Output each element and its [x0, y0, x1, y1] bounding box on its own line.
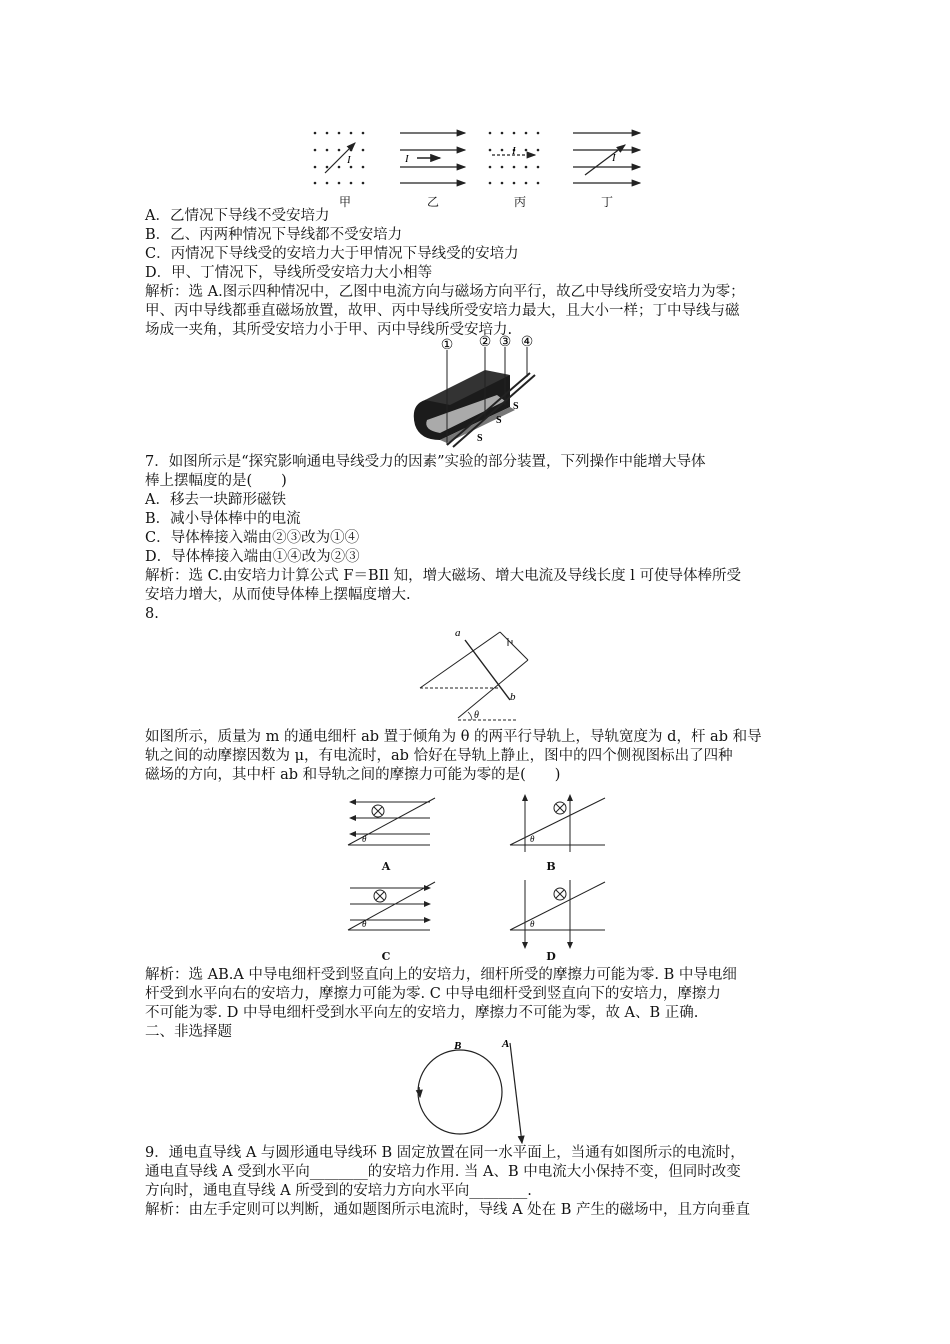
q7-stem-2: 棒上摆幅度的是( ) [145, 473, 287, 489]
figure-q9-ring-wire [410, 1035, 535, 1150]
q6-option-c: C．丙情况下导线受的安培力大于甲情况下导线受的安培力 [145, 246, 519, 262]
svg-text:I: I [405, 153, 409, 165]
q9-analysis-1: 解析：由左手定则可以判断，通如题图所示电流时，导线 A 处在 B 产生的磁场中，且方向垂直 [145, 1202, 751, 1218]
side-view-d-theta: θ [530, 919, 535, 929]
fig7-label-2: ② [478, 335, 492, 350]
q8-analysis-1: 解析：选 AB.A 中导电细杆受到竖直向上的安培力，细杆所受的摩擦力可能为零. B 中导电细 [145, 967, 737, 983]
fig6-label-jia: 甲 [338, 195, 351, 209]
q8-stem-2: 轨之间的动摩擦因数为 μ，有电流时，ab 恰好在导轨上静止，图中的四个侧视图标出了四种 [145, 748, 733, 764]
panel-jia [314, 132, 365, 185]
fig7-pole-1: S [477, 433, 483, 444]
fig8-label-a: a [455, 627, 461, 639]
svg-text:I: I [612, 152, 616, 164]
fig9-label-wire: A [502, 1038, 510, 1050]
q7-stem-1: 7．如图所示是“探究影响通电导线受力的因素”实验的部分装置，下列操作中能增大导体 [145, 454, 706, 470]
panel-bing [489, 132, 540, 185]
q8-analysis-2: 杆受到水平向右的安培力，摩擦力可能为零. C 中导电细杆受到竖直向下的安培力，摩擦力 [145, 986, 721, 1002]
q9-stem-3: 方向时，通电直导线 A 所受到的安培力方向水平向________. [145, 1183, 532, 1199]
svg-text:I: I [347, 154, 351, 166]
fig8-label-theta: θ [474, 710, 479, 721]
figure-q7-magnets [405, 335, 555, 453]
figure-q8-incline [410, 620, 535, 730]
side-view-a-theta: θ [362, 834, 367, 844]
side-view-a [348, 798, 435, 845]
q6-analysis-2: 甲、丙中导线都垂直磁场放置，故甲、丙中导线所受安培力最大，且大小一样；丁中导线与磁 [145, 303, 740, 319]
side-view-label-b: B [546, 860, 556, 873]
q9-stem-1: 9．通电直导线 A 与圆形通电导线环 B 固定放置在同一水平面上，当通有如图所示的电流时， [145, 1145, 745, 1161]
fig7-pole-2: S [496, 415, 502, 426]
fig6-label-ding: 丁 [600, 195, 613, 209]
fig8-label-b: b [510, 691, 516, 703]
panel-yi [400, 133, 465, 183]
q7-analysis-1: 解析：选 C.由安培力计算公式 F＝BIl 知，增大磁场、增大电流及导线长度 l 可使导体棒所受 [145, 568, 741, 584]
side-view-label-a: A [381, 860, 391, 873]
svg-text:I: I [512, 145, 516, 157]
fig7-label-1: ① [440, 338, 454, 353]
fig9-label-ring: B [454, 1040, 462, 1052]
q6-option-d: D．甲、丁情况下，导线所受安培力大小相等 [145, 265, 433, 281]
side-view-label-c: C [381, 950, 391, 963]
figure-q8-side-views [340, 790, 620, 965]
panel-ding [573, 133, 640, 183]
q7-option-a: A．移去一块蹄形磁铁 [145, 492, 286, 508]
side-view-c [348, 882, 435, 930]
q8-number: 8. [145, 606, 159, 622]
q7-option-d: D．导体棒接入端由①④改为②③ [145, 549, 360, 565]
fig7-label-4: ④ [520, 335, 534, 350]
q6-option-b: B．乙、丙两种情况下导线都不受安培力 [145, 227, 403, 243]
q8-stem-3: 磁场的方向，其中杆 ab 和导轨之间的摩擦力可能为零的是( ) [145, 767, 561, 783]
fig6-label-yi: 乙 [426, 195, 439, 209]
side-view-d [510, 880, 605, 948]
fig6-label-bing: 丙 [513, 195, 526, 209]
fig7-pole-3: S [513, 401, 519, 412]
q8-stem-1: 如图所示，质量为 m 的通电细杆 ab 置于倾角为 θ 的两平行导轨上，导轨宽度为 d，杆 ab 和导 [145, 729, 762, 745]
q9-stem-2: 通电直导线 A 受到水平向________的安培力作用. 当 A、B 中电流大小保持不变，但同时改变 [145, 1164, 741, 1180]
side-view-label-d: D [546, 950, 556, 963]
fig7-label-3: ③ [498, 335, 512, 350]
side-view-b [510, 795, 605, 852]
q6-analysis-3: 场成一夹角，其所受安培力小于甲、丙中导线所受安培力. [145, 322, 513, 338]
side-view-c-theta: θ [362, 919, 367, 929]
q6-analysis-1: 解析：选 A.图示四种情况中，乙图中电流方向与磁场方向平行，故乙中导线所受安培力为零； [145, 284, 745, 300]
q8-analysis-3: 不可能为零. D 中导电细杆受到水平向左的安培力，摩擦力不可能为零，故 A、B 正确. [145, 1005, 699, 1021]
q7-option-b: B．减小导体棒中的电流 [145, 511, 301, 527]
side-view-b-theta: θ [530, 834, 535, 844]
section-heading-non-choice: 二、非选择题 [145, 1024, 232, 1040]
q6-option-a: A．乙情况下导线不受安培力 [145, 208, 330, 224]
q7-analysis-2: 安培力增大，从而使导体棒上摆幅度增大. [145, 587, 411, 603]
q7-option-c: C．导体棒接入端由②③改为①④ [145, 530, 360, 546]
